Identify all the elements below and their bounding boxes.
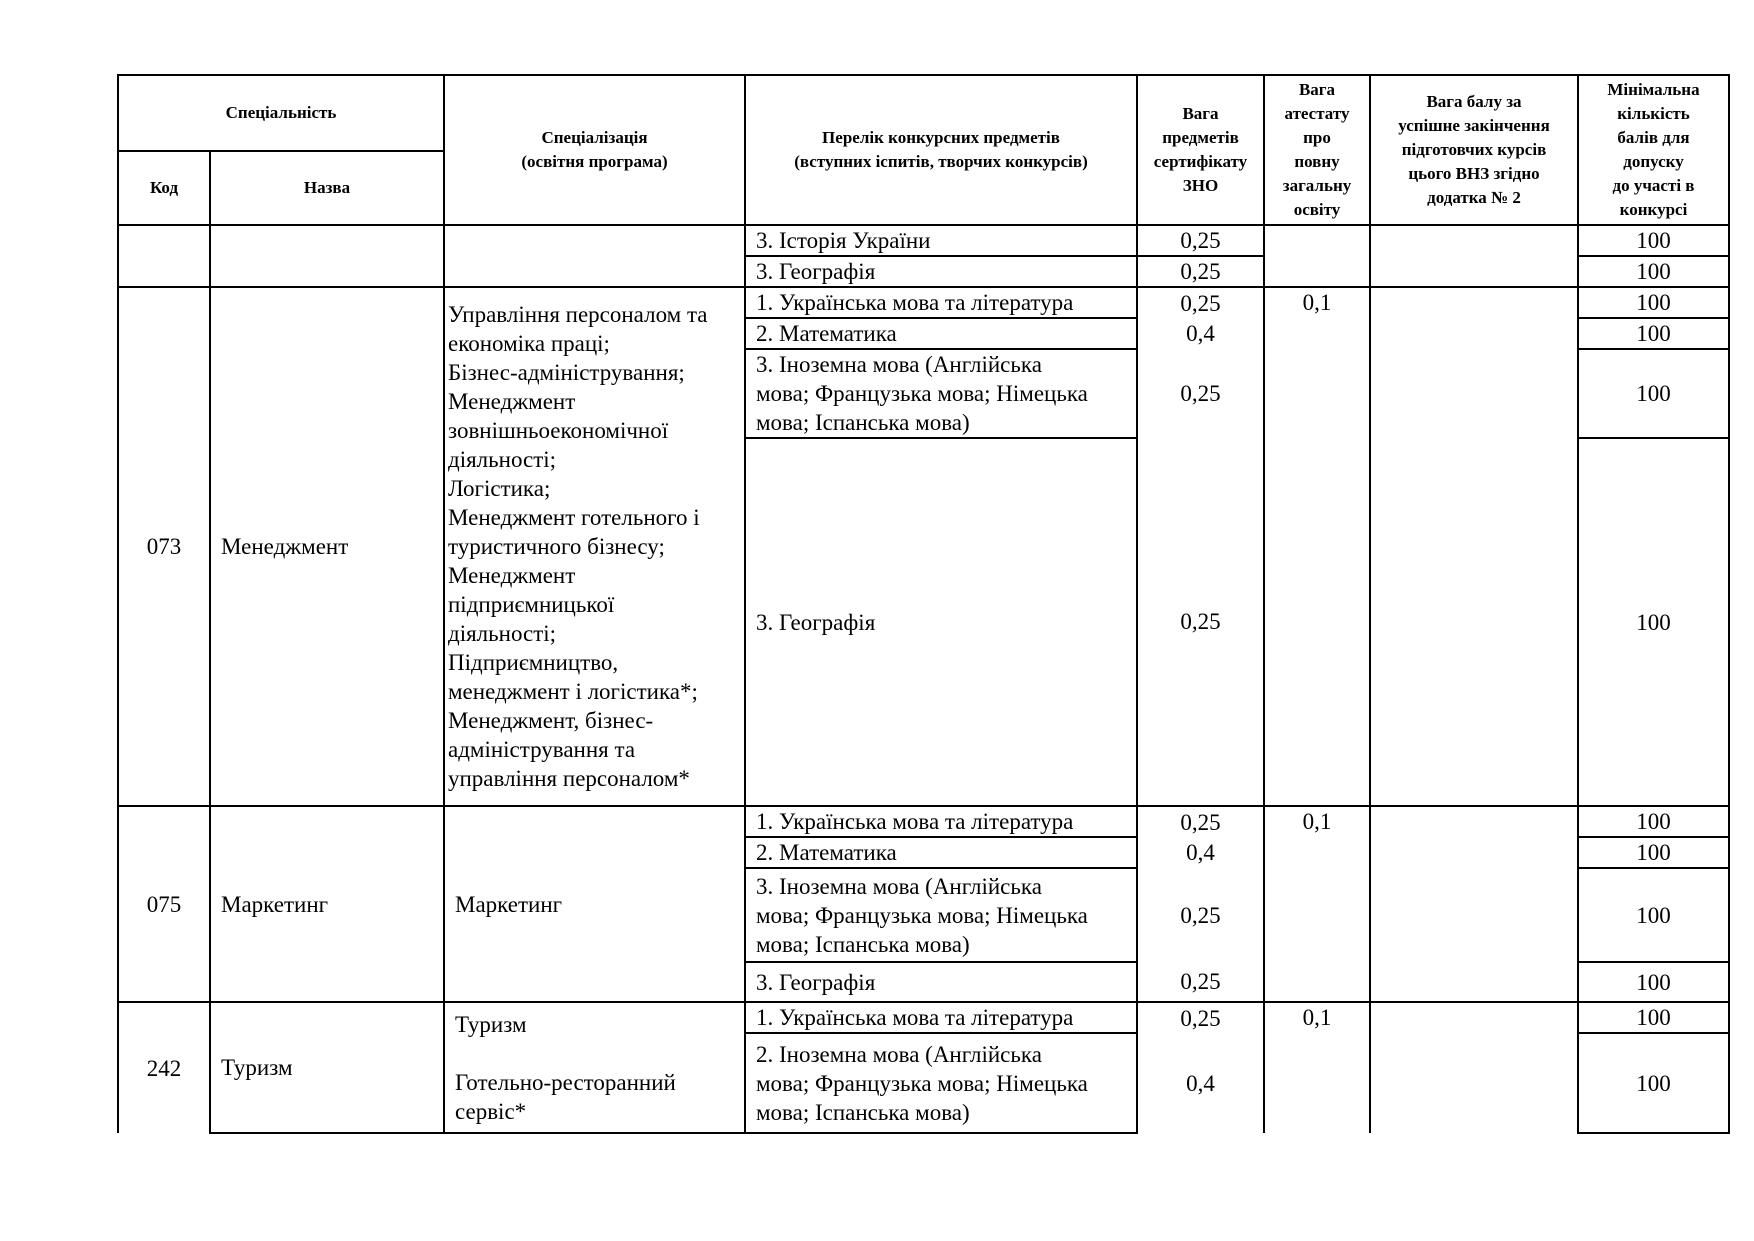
subject-cell: 1. Українська мова та література xyxy=(745,1002,1137,1033)
subjects-header-line: Перелік конкурсних предметів xyxy=(822,128,1060,147)
subject-cell: 2. Математика xyxy=(745,318,1137,349)
code-cell: 075 xyxy=(118,806,210,1002)
specialization-line: сервіс* xyxy=(455,1098,527,1124)
min-score-cell: 100 xyxy=(1578,1033,1729,1133)
min-score-cell: 100 xyxy=(1578,806,1729,837)
subject-cell: 1. Українська мова та література xyxy=(745,287,1137,318)
code-cell: 242 xyxy=(118,1002,210,1133)
courses-weight-header xyxy=(1370,75,1578,225)
certificate-weight-header-line: Вага xyxy=(1298,80,1336,99)
specialty-header: Спеціальність xyxy=(118,75,444,151)
min-score-header-line: до участі в xyxy=(1612,176,1695,195)
min-score-header-line: допуску xyxy=(1623,152,1684,171)
min-score-header xyxy=(1578,75,1729,225)
subject-cell xyxy=(745,868,1137,962)
zno-weight-cell: 0,25 xyxy=(1137,438,1264,806)
certificate-weight-header-line: освіту xyxy=(1293,200,1341,219)
specialization-line: зовнішньоекономічної xyxy=(448,418,669,443)
specialization-header-line: Спеціалізація xyxy=(541,128,648,147)
subject-line: мова; Іспанська мова) xyxy=(756,1099,970,1125)
min-score-cell: 100 xyxy=(1578,438,1729,806)
specialization-cell: Маркетинг xyxy=(444,806,745,1002)
specialization-line: Готельно-ресторанний xyxy=(455,1069,676,1095)
subjects-header xyxy=(745,75,1137,225)
min-score-cell: 100 xyxy=(1578,1002,1729,1033)
zno-weight-cell: 0,4 xyxy=(1137,1033,1264,1133)
min-score-header-line: конкурсі xyxy=(1619,200,1688,219)
courses-weight-cell xyxy=(1370,225,1578,287)
subject-line: 3. Іноземна мова (Англійська xyxy=(756,873,1042,899)
name-cell: Туризм xyxy=(210,1002,444,1133)
certificate-weight-cell: 0,1 xyxy=(1264,287,1370,806)
specialization-line: Управління персоналом та xyxy=(448,302,708,327)
zno-weight-cell: 0,25 xyxy=(1137,256,1264,287)
zno-weight-header-line: сертифікату xyxy=(1153,152,1248,171)
courses-weight-cell xyxy=(1370,287,1578,806)
subject-cell: 3. Географія xyxy=(745,256,1137,287)
certificate-weight-cell: 0,1 xyxy=(1264,1002,1370,1133)
min-score-header-line: Мінімальна xyxy=(1607,80,1700,99)
specialization-line: управління персоналом* xyxy=(448,766,690,791)
zno-weight-cell: 0,25 xyxy=(1137,962,1264,1002)
name-cell: Менеджмент xyxy=(210,287,444,806)
min-score-header-line: балів для xyxy=(1617,128,1690,147)
subject-cell: 3. Географія xyxy=(745,962,1137,1002)
specialization-line: підприємницької xyxy=(448,592,615,617)
specialization-line: Бізнес-адміністрування; xyxy=(448,360,685,385)
specialization-spacer xyxy=(455,1039,744,1068)
subject-cell xyxy=(745,1033,1137,1133)
subject-line: мова; Французька мова; Німецька xyxy=(756,902,1088,928)
specialization-line: Менеджмент xyxy=(448,389,576,414)
zno-weight-cell: 0,25 xyxy=(1137,349,1264,438)
subjects-header-line: (вступних іспитів, творчих конкурсів) xyxy=(794,152,1088,171)
subject-cell xyxy=(745,349,1137,438)
zno-weight-header-line: предметів xyxy=(1162,128,1239,147)
zno-weight-header-line: ЗНО xyxy=(1182,176,1219,195)
subject-cell: 3. Історія України xyxy=(745,225,1137,256)
zno-weight-header xyxy=(1137,75,1264,225)
code-cell xyxy=(118,225,210,287)
zno-weight-cell: 0,25 xyxy=(1137,225,1264,256)
specialization-line: Менеджмент, бізнес- xyxy=(448,708,654,733)
certificate-weight-header xyxy=(1264,75,1370,225)
subject-line: мова; Іспанська мова) xyxy=(756,410,970,435)
min-score-cell: 100 xyxy=(1578,837,1729,868)
specialization-cell xyxy=(444,287,745,806)
name-cell xyxy=(210,225,444,287)
zno-weight-cell: 0,25 xyxy=(1137,287,1264,318)
certificate-weight-header-line: атестату xyxy=(1284,104,1350,123)
certificate-weight-header-line: повну xyxy=(1294,152,1340,171)
specialization-header xyxy=(444,75,745,225)
header-row-1 xyxy=(118,75,1729,151)
subject-line: мова; Іспанська мова) xyxy=(756,931,970,957)
specialization-line: економіка праці; xyxy=(448,331,610,356)
subject-cell: 1. Українська мова та література xyxy=(745,806,1137,837)
code-header: Код xyxy=(118,151,210,225)
courses-weight-header-line: цього ВНЗ згідно xyxy=(1408,164,1540,183)
certificate-weight-cell: 0,1 xyxy=(1264,806,1370,1002)
table-row xyxy=(118,225,1729,256)
table-row xyxy=(118,287,1729,318)
min-score-cell: 100 xyxy=(1578,349,1729,438)
courses-weight-header-line: підготовчих курсів xyxy=(1401,140,1547,159)
code-cell: 073 xyxy=(118,287,210,806)
subject-cell: 3. Географія xyxy=(745,438,1137,806)
subject-line: 2. Іноземна мова (Англійська xyxy=(756,1041,1042,1067)
zno-weight-header-line: Вага xyxy=(1182,104,1219,123)
zno-weight-cell: 0,4 xyxy=(1137,318,1264,349)
specialization-line: діяльності; xyxy=(448,621,557,646)
courses-weight-header-line: Вага балу за xyxy=(1426,92,1522,111)
min-score-cell: 100 xyxy=(1578,225,1729,256)
subject-line: мова; Французька мова; Німецька xyxy=(756,1070,1088,1096)
courses-weight-cell xyxy=(1370,806,1578,1002)
specialization-line: Підприємництво, xyxy=(448,650,619,675)
courses-weight-cell xyxy=(1370,1002,1578,1133)
zno-weight-cell: 0,25 xyxy=(1137,868,1264,962)
min-score-header-line: кількість xyxy=(1617,104,1690,123)
min-score-cell: 100 xyxy=(1578,287,1729,318)
certificate-weight-header-line: про xyxy=(1303,128,1331,147)
min-score-cell: 100 xyxy=(1578,962,1729,1002)
name-cell: Маркетинг xyxy=(210,806,444,1002)
table-row xyxy=(118,806,1729,837)
min-score-cell: 100 xyxy=(1578,256,1729,287)
zno-weight-cell: 0,25 xyxy=(1137,1002,1264,1033)
zno-weight-cell: 0,25 xyxy=(1137,806,1264,837)
specialization-cell xyxy=(444,1002,745,1133)
specialization-cell xyxy=(444,225,745,287)
min-score-cell: 100 xyxy=(1578,318,1729,349)
name-header: Назва xyxy=(210,151,444,225)
min-score-cell: 100 xyxy=(1578,868,1729,962)
specialization-line: Логістика; xyxy=(448,476,551,501)
subject-line: мова; Французька мова; Німецька xyxy=(756,381,1088,406)
specialization-line: Туризм xyxy=(455,1011,527,1037)
courses-weight-header-line: додатка № 2 xyxy=(1427,188,1521,207)
specialization-line: адміністрування та xyxy=(448,737,636,762)
specialization-line: діяльності; xyxy=(448,447,557,472)
specialization-line: менеджмент і логістика*; xyxy=(448,679,698,704)
subject-cell: 2. Математика xyxy=(745,837,1137,868)
table-row xyxy=(118,1002,1729,1033)
specialization-line: Менеджмент xyxy=(448,563,576,588)
courses-weight-header-line: успішне закінчення xyxy=(1398,116,1550,135)
admission-table xyxy=(117,74,1730,1134)
certificate-weight-header-line: загальну xyxy=(1282,176,1352,195)
specialization-header-line: (освітня програма) xyxy=(521,152,668,171)
certificate-weight-cell xyxy=(1264,225,1370,287)
specialization-line: Менеджмент готельного і xyxy=(448,505,700,530)
subject-line: 3. Іноземна мова (Англійська xyxy=(756,352,1042,377)
specialization-line: туристичного бізнесу; xyxy=(448,534,665,559)
zno-weight-cell: 0,4 xyxy=(1137,837,1264,868)
